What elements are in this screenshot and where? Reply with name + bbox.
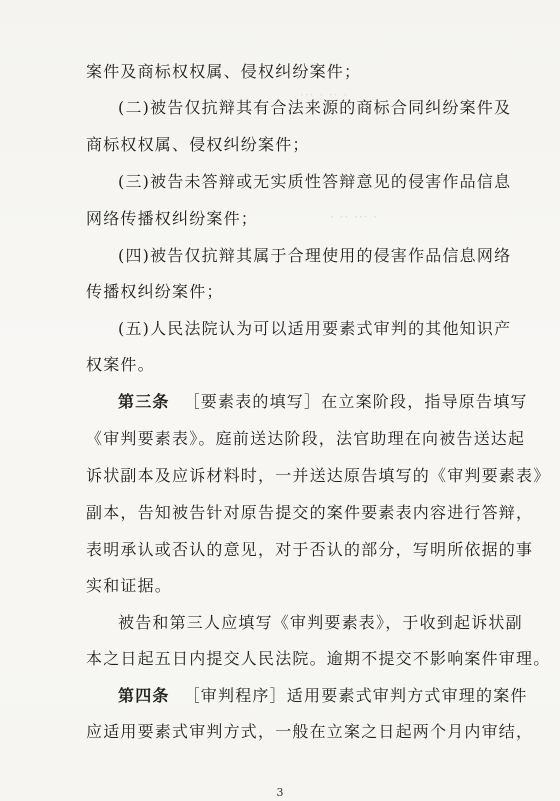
article-3-text: ［要素表的填写］在立案阶段，指导原告填写 — [183, 392, 528, 411]
text-line: (三)被告未答辩或无实质性答辩意见的侵害作品信息 — [118, 172, 512, 191]
text-line: 应适用要素式审判方式，一般在立案之日起两个月内审结， — [86, 722, 534, 741]
text-line: 《审判要素表》。庭前送达阶段，法官助理在向被告送达起 — [86, 429, 526, 448]
text-line: 权案件。 — [86, 355, 155, 374]
text-line: 表明承认或否认的意见，对于否认的部分，写明所依据的事 — [86, 540, 534, 559]
show-through-text: ··· · ·· · — [300, 88, 349, 102]
text-line: 本之日起五日内提交人民法院。逾期不提交不影响案件审理。 — [86, 649, 551, 668]
text-line: 商标权权属、侵权纠纷案件； — [86, 135, 310, 154]
text-line: (五)人民法院认为可以适用要素式审判的其他知识产 — [118, 319, 512, 338]
text-line: (二)被告仅抗辩其有合法来源的商标合同纠纷案件及 — [118, 98, 512, 117]
text-line: 案件及商标权权属、侵权纠纷案件； — [86, 62, 362, 81]
article-4-label: 第四条 — [118, 686, 170, 705]
article-4-line — [118, 686, 528, 706]
article-3-line — [118, 392, 528, 412]
article-3-label: 第三条 — [118, 392, 170, 411]
text-line: (四)被告仅抗辩其属于合理使用的侵害作品信息网络 — [118, 246, 512, 265]
text-line: 传播权纠纷案件； — [86, 282, 224, 301]
text-line: 副本，告知被告针对原告提交的案件要素表内容进行答辩， — [86, 503, 534, 522]
text-line: 诉状副本及应诉材料时，一并送达原告填写的《审判要素表》 — [86, 466, 551, 485]
show-through-text: · ·· ··· · — [330, 210, 379, 224]
text-line: 网络传播权纠纷案件； — [86, 209, 259, 228]
text-line: 实和证据。 — [86, 576, 173, 595]
text-line: 被告和第三人应填写《审判要素表》，于收到起诉状副 — [118, 613, 523, 632]
article-4-text: ［审判程序］适用要素式审判方式审理的案件 — [183, 686, 528, 705]
page-number: 3 — [276, 786, 284, 799]
